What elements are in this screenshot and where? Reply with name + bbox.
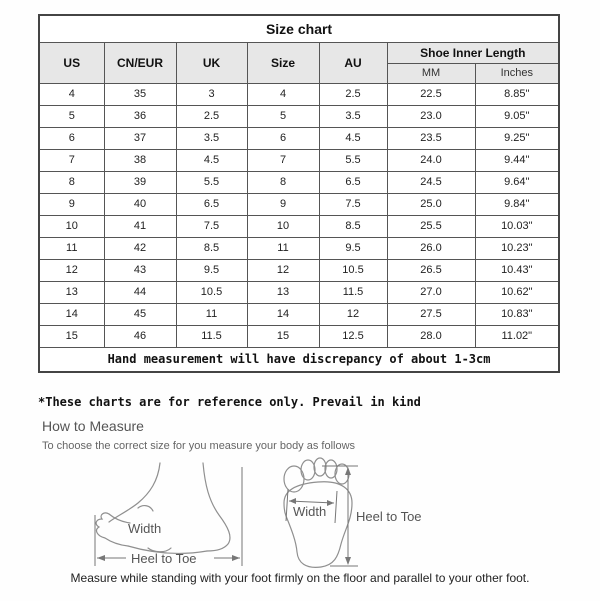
cell-au: 4.5 [319, 127, 387, 149]
table-row [39, 127, 559, 149]
cell-au: 12 [319, 303, 387, 325]
bottom-caption: Measure while standing with your foot firmly on the floor and parallel to your other foot. [70, 571, 530, 585]
cell-inches: 10.23" [475, 237, 559, 259]
cell-size: 12 [247, 259, 319, 281]
table-title: Size chart [39, 15, 559, 42]
cell-us: 6 [39, 127, 104, 149]
cell-us: 9 [39, 193, 104, 215]
cell-size: 4 [247, 83, 319, 105]
cell-mm: 26.5 [387, 259, 475, 281]
size-chart-table [38, 14, 560, 373]
cell-uk: 4.5 [176, 149, 247, 171]
cell-mm: 25.5 [387, 215, 475, 237]
cell-inches: 9.64" [475, 171, 559, 193]
cell-inches: 10.03" [475, 215, 559, 237]
how-to-measure-subtitle: To choose the correct size for you measure your body as follows [42, 440, 356, 452]
cell-uk: 9.5 [176, 259, 247, 281]
table-row [39, 193, 559, 215]
foot-bottom-view-diagram [284, 458, 422, 567]
cell-mm: 25.0 [387, 193, 475, 215]
table-row [39, 105, 559, 127]
cell-inches: 9.44" [475, 149, 559, 171]
cell-au: 3.5 [319, 105, 387, 127]
cell-inches: 9.05" [475, 105, 559, 127]
cell-inches: 9.84" [475, 193, 559, 215]
cell-mm: 27.5 [387, 303, 475, 325]
cell-size: 14 [247, 303, 319, 325]
table-row [39, 215, 559, 237]
cell-mm: 22.5 [387, 83, 475, 105]
cell-us: 8 [39, 171, 104, 193]
cell-uk: 11.5 [176, 325, 247, 347]
cell-uk: 3 [176, 83, 247, 105]
cell-mm: 26.0 [387, 237, 475, 259]
cell-uk: 6.5 [176, 193, 247, 215]
cell-size: 5 [247, 105, 319, 127]
cell-us: 10 [39, 215, 104, 237]
column-header-uk: UK [176, 42, 247, 83]
table-row [39, 83, 559, 105]
cell-us: 14 [39, 303, 104, 325]
column-header-mm: MM [387, 63, 475, 83]
cell-mm: 23.5 [387, 127, 475, 149]
cell-au: 5.5 [319, 149, 387, 171]
cell-us: 7 [39, 149, 104, 171]
cell-cneur: 42 [104, 237, 176, 259]
cell-size: 9 [247, 193, 319, 215]
cell-us: 11 [39, 237, 104, 259]
cell-cneur: 45 [104, 303, 176, 325]
column-header-size: Size [247, 42, 319, 83]
left-heel-to-toe-label: Heel to Toe [131, 551, 197, 566]
cell-au: 7.5 [319, 193, 387, 215]
column-header-inches: Inches [475, 63, 559, 83]
cell-uk: 7.5 [176, 215, 247, 237]
cell-au: 8.5 [319, 215, 387, 237]
cell-size: 6 [247, 127, 319, 149]
cell-mm: 24.0 [387, 149, 475, 171]
cell-cneur: 46 [104, 325, 176, 347]
foot-side-view-diagram [95, 463, 242, 566]
table-header-row [39, 42, 559, 63]
table-row [39, 237, 559, 259]
column-header-cneur: CN/EUR [104, 42, 176, 83]
table-row [39, 171, 559, 193]
left-width-label: Width [128, 521, 162, 536]
table-row [39, 259, 559, 281]
table-row [39, 149, 559, 171]
cell-inches: 9.25" [475, 127, 559, 149]
cell-us: 12 [39, 259, 104, 281]
cell-mm: 27.0 [387, 281, 475, 303]
cell-uk: 11 [176, 303, 247, 325]
table-title-row [39, 15, 559, 42]
right-heel-to-toe-label: Heel to Toe [356, 509, 422, 524]
reference-note: *These charts are for reference only. Prevail in kind [38, 395, 421, 409]
cell-uk: 2.5 [176, 105, 247, 127]
table-footnote-row [39, 347, 559, 372]
cell-cneur: 36 [104, 105, 176, 127]
table-row [39, 325, 559, 347]
cell-cneur: 35 [104, 83, 176, 105]
cell-uk: 5.5 [176, 171, 247, 193]
cell-cneur: 44 [104, 281, 176, 303]
cell-cneur: 40 [104, 193, 176, 215]
cell-uk: 10.5 [176, 281, 247, 303]
table-footnote: Hand measurement will have discrepancy of about 1-3cm [39, 347, 559, 372]
column-header-us: US [39, 42, 104, 83]
cell-us: 5 [39, 105, 104, 127]
right-width-label: Width [293, 504, 327, 519]
cell-cneur: 43 [104, 259, 176, 281]
cell-size: 10 [247, 215, 319, 237]
cell-mm: 28.0 [387, 325, 475, 347]
cell-us: 13 [39, 281, 104, 303]
cell-size: 8 [247, 171, 319, 193]
cell-size: 13 [247, 281, 319, 303]
cell-au: 6.5 [319, 171, 387, 193]
column-header-au: AU [319, 42, 387, 83]
cell-us: 4 [39, 83, 104, 105]
cell-inches: 10.43" [475, 259, 559, 281]
column-header-inner-length: Shoe Inner Length [387, 42, 559, 63]
cell-cneur: 37 [104, 127, 176, 149]
table-row [39, 281, 559, 303]
cell-us: 15 [39, 325, 104, 347]
cell-cneur: 38 [104, 149, 176, 171]
table-row [39, 303, 559, 325]
cell-uk: 3.5 [176, 127, 247, 149]
how-to-measure-title: How to Measure [42, 418, 144, 434]
cell-au: 2.5 [319, 83, 387, 105]
cell-cneur: 41 [104, 215, 176, 237]
cell-size: 7 [247, 149, 319, 171]
cell-mm: 24.5 [387, 171, 475, 193]
size-table-rows [39, 83, 559, 347]
cell-au: 9.5 [319, 237, 387, 259]
cell-uk: 8.5 [176, 237, 247, 259]
cell-inches: 10.83" [475, 303, 559, 325]
cell-au: 11.5 [319, 281, 387, 303]
cell-mm: 23.0 [387, 105, 475, 127]
cell-au: 10.5 [319, 259, 387, 281]
cell-inches: 10.62" [475, 281, 559, 303]
cell-size: 15 [247, 325, 319, 347]
cell-inches: 11.02" [475, 325, 559, 347]
cell-cneur: 39 [104, 171, 176, 193]
cell-au: 12.5 [319, 325, 387, 347]
cell-inches: 8.85" [475, 83, 559, 105]
measure-diagram [0, 453, 600, 573]
cell-size: 11 [247, 237, 319, 259]
